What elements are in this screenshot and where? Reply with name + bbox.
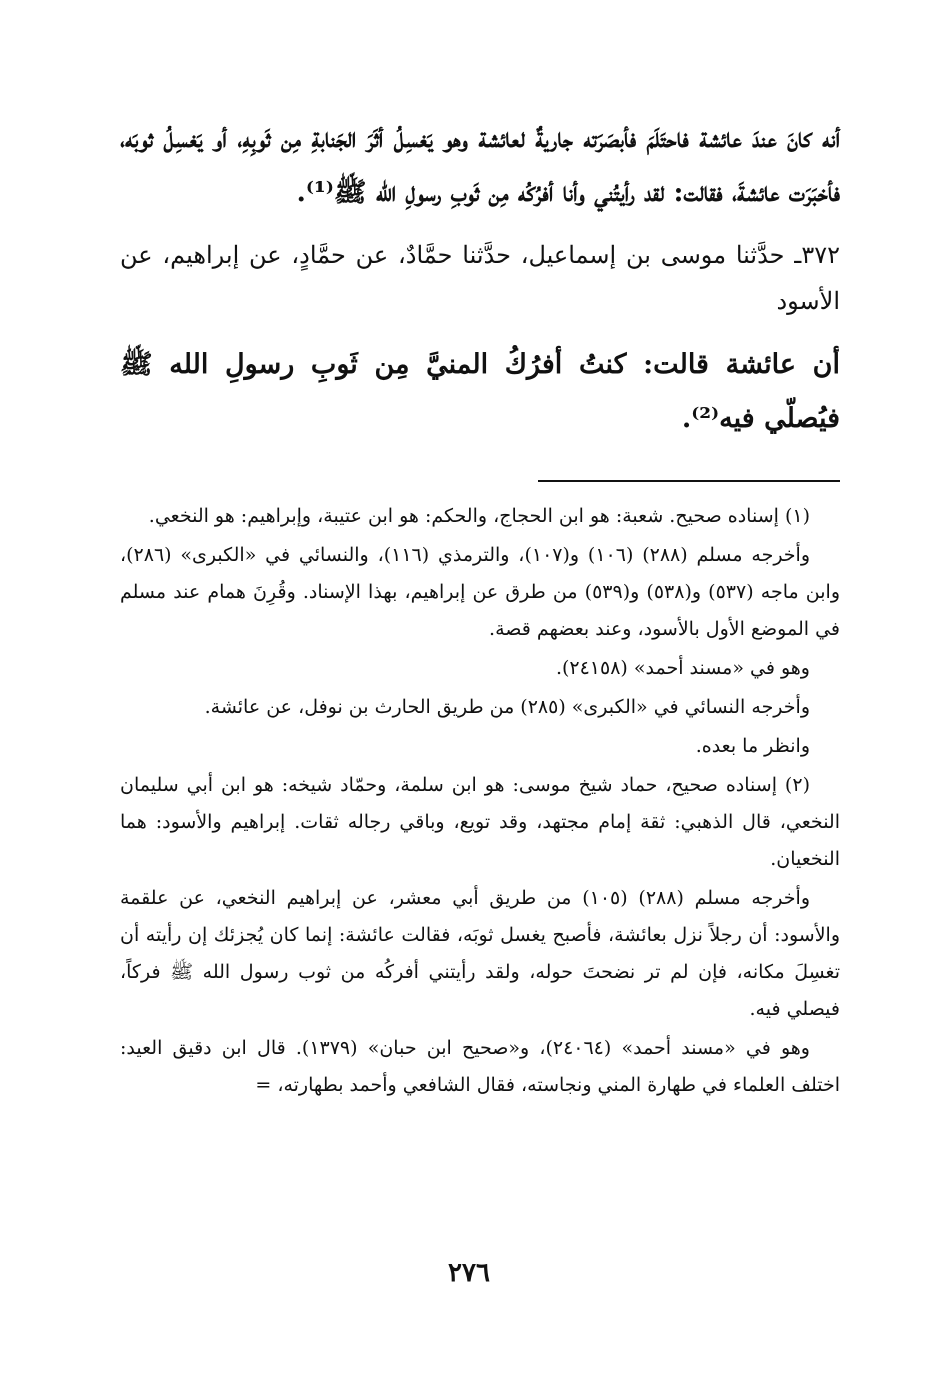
- footnote-divider: [538, 480, 840, 482]
- hadith-text-paragraph: أنه كانَ عندَ عائشة فاحتَلَمَ فأبصَرَته جاريةٌ لعائشة وهو يَغسِلُ أثَرَ الجَنابةِ مِن ثَوبِهِ، أو يَغسِلُ ثوبَه، فأخبَرَت عائشةَ، فقالت: لقد رأيتُني وأنا أفرُكُه مِن ثَوبِ رسولِ الله ﷺ⁽¹⁾.: [120, 123, 840, 208]
- hadith-372-text: أن عائشة قالت: كنتُ أفرُكُ المنيَّ مِن ثَوبِ رسولِ الله ﷺ فيُصلّي فيه⁽²⁾.: [120, 349, 840, 434]
- footnote-paragraph: وانظر ما بعده.: [695, 735, 810, 757]
- footnote-paragraph: وأخرجه مسلم (٢٨٨) (١٠٦) و(١٠٧)، والترمذي (١١٦)، والنسائي في «الكبرى» (٢٨٦)، وابن ماجه (٥٣٧) و(٥٣٨) و(٥٣٩) من طرق عن إبراهيم، بهذا الإسناد. وقُرِنَ همام عند مسلم في الموضع الأول بالأسود، وعند بعضهم قصة.: [120, 544, 840, 640]
- footnote-paragraph: وأخرجه مسلم (٢٨٨) (١٠٥) من طريق أبي معشر، عن إبراهيم النخعي، عن علقمة والأسود: أن رجلاً نزل بعائشة، فأصبح يغسل ثوبَه، فقالت عائشة: إنما كان يُجزئك إن رأيته أن تغسِلَ مكانه، فإن لم تر نضحتَ حوله، ولقد رأيتني أفركُه من ثوب رسول الله ﷺ فركاً، فيصلي فيه.: [120, 887, 840, 1020]
- footnote-paragraph: (٢) إسناده صحيح، حماد شيخ موسى: هو ابن سلمة، وحمّاد شيخه: هو ابن أبي سليمان النخعي، قال الذهبي: ثقة إمام مجتهد، وقد تويع، وباقي رجاله ثقات. إبراهيم والأسود: هما النخعيان.: [120, 774, 840, 870]
- page-number: ٢٧٦: [448, 1258, 490, 1288]
- footnotes: [120, 498, 840, 1104]
- footnote-paragraph: وأخرجه النسائي في «الكبرى» (٢٨٥) من طريق الحارث بن نوفل، عن عائشة.: [204, 696, 810, 718]
- footnote-paragraph: وهو في «مسند أحمد» (٢٤٠٦٤)، و«صحيح ابن حبان» (١٣٧٩). قال ابن دقيق العيد: اختلف العلماء في طهارة المني ونجاسته، فقال الشافعي وأحمد بطهارته، =: [120, 1037, 840, 1096]
- footnote-paragraph: وهو في «مسند أحمد» (٢٤١٥٨).: [555, 657, 810, 679]
- footnote-paragraph: (١) إسناده صحيح. شعبة: هو ابن الحجاج، والحكم: هو ابن عتيبة، وإبراهيم: هو النخعي.: [148, 505, 810, 527]
- hadith-372-chain: ٣٧٢ـ حدَّثنا موسى بن إسماعيل، حدَّثنا حمَّادٌ، عن حمَّادٍ، عن إبراهيم، عن الأسود: [120, 241, 840, 315]
- page-content: [120, 112, 840, 1106]
